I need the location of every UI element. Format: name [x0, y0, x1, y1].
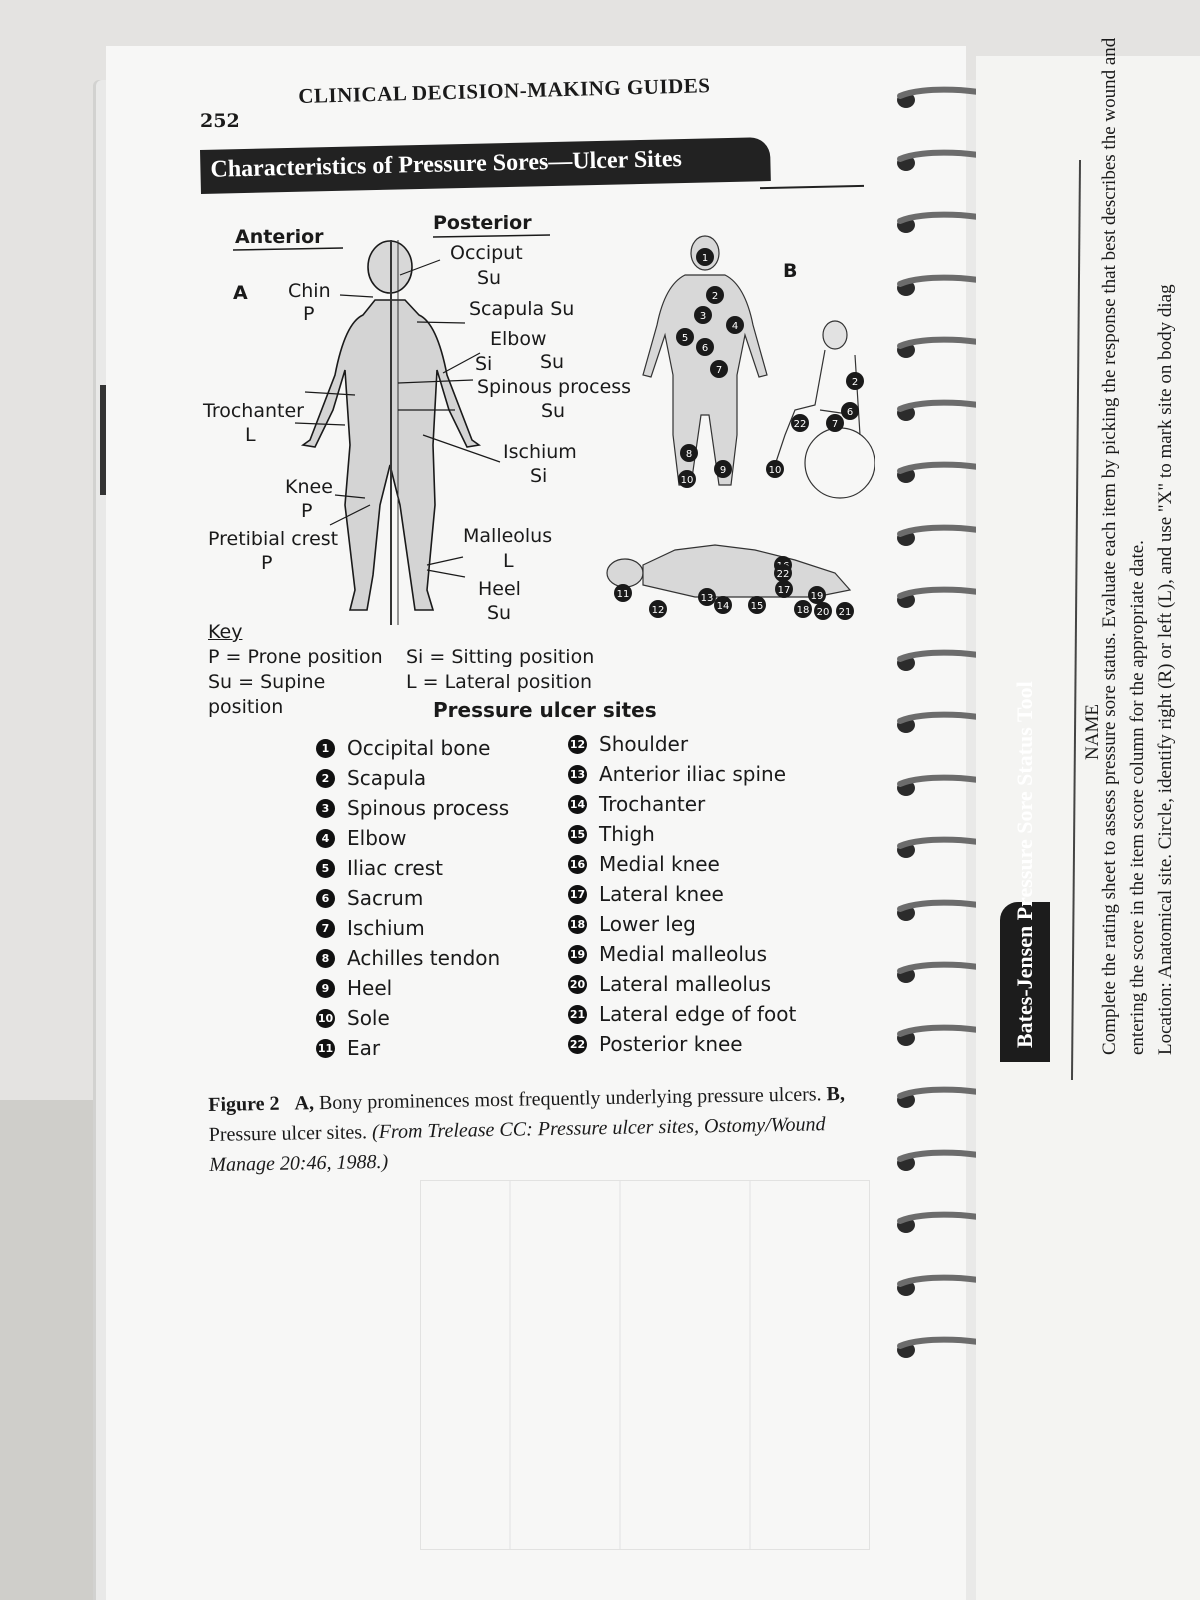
- right-page-banner: [1000, 902, 1050, 1062]
- site-item: [316, 763, 509, 793]
- site-marker: [696, 248, 714, 266]
- site-number-badge: 13: [568, 765, 587, 784]
- site-marker: [766, 460, 784, 478]
- site-name: Shoulder: [599, 732, 689, 756]
- label-occiput: Occiput: [450, 242, 523, 264]
- site-marker-number: 7: [831, 419, 839, 430]
- site-name: Sacrum: [347, 886, 424, 910]
- caption-source: (From Trelease CC: Pressure ulcer sites, Ostomy/Wound Manage 20:46, 1988.): [209, 1113, 826, 1176]
- label-pretibial: Pretibial crest: [208, 528, 339, 550]
- site-marker-number: 10: [680, 475, 694, 486]
- site-item: [316, 853, 509, 883]
- site-number-badge: 10: [316, 1009, 335, 1028]
- label-heel: Heel: [478, 578, 521, 600]
- site-marker: [696, 338, 714, 356]
- instruction-line: entering the score in the item score column for the appropriate date.: [1127, 540, 1148, 1055]
- site-marker-number: 19: [810, 591, 824, 602]
- site-name: Lateral knee: [599, 882, 724, 906]
- panel-a-label: A: [233, 282, 248, 304]
- site-name: Medial knee: [599, 852, 720, 876]
- caption-b: B,: [826, 1082, 846, 1106]
- right-page-instructions: [1096, 38, 1180, 1055]
- site-marker-number: 3: [699, 311, 707, 322]
- site-marker: [680, 444, 698, 462]
- site-marker: [676, 328, 694, 346]
- page-number: 252: [200, 110, 240, 132]
- caption-a-text: Bony prominences most frequently underlying pressure ulcers.: [313, 1083, 827, 1115]
- site-marker: [678, 470, 696, 488]
- site-number-badge: 7: [316, 919, 335, 938]
- site-name: Achilles tendon: [347, 946, 501, 970]
- site-name: Heel: [347, 976, 393, 1000]
- key-prone: P = Prone position: [208, 646, 383, 668]
- site-marker-number: 13: [700, 593, 714, 604]
- site-marker: [706, 286, 724, 304]
- site-number-badge: 18: [568, 915, 587, 934]
- site-marker-number: 20: [816, 607, 830, 618]
- site-item: [316, 973, 509, 1003]
- figure-caption: [208, 1078, 874, 1180]
- running-head: CLINICAL DECISION-MAKING GUIDES: [298, 73, 711, 108]
- key-row: [208, 645, 594, 670]
- site-marker-number: 1: [701, 253, 709, 264]
- instruction-line: Location: Anatomical site. Circle, identify right (R) or left (L), and use "X" to mark site on body diag: [1155, 284, 1176, 1055]
- label-ischium: Ischium: [503, 441, 577, 463]
- site-number-badge: 17: [568, 885, 587, 904]
- site-marker-number: 8: [685, 449, 693, 460]
- label-trochanter: Trochanter: [203, 400, 304, 422]
- site-marker-number: 18: [796, 605, 810, 616]
- sites-list-left: [316, 733, 509, 1063]
- site-item: [568, 759, 796, 789]
- caption-label: Figure 2: [208, 1092, 280, 1116]
- label-chin-code: P: [303, 303, 315, 325]
- label-elbow: Elbow: [490, 328, 547, 350]
- caption-a: A,: [294, 1092, 315, 1115]
- site-number-badge: 14: [568, 795, 587, 814]
- key-title: Key: [208, 621, 243, 643]
- site-name: Anterior iliac spine: [599, 762, 787, 786]
- site-marker-number: 4: [731, 321, 739, 332]
- posterior-underline: [433, 235, 550, 237]
- label-pretibial-code: P: [261, 552, 273, 574]
- label-scapula: Scapula Su: [469, 298, 575, 320]
- site-item: [316, 1003, 509, 1033]
- site-number-badge: 4: [316, 829, 335, 848]
- site-marker-number: 14: [716, 601, 730, 612]
- site-number-badge: 15: [568, 825, 587, 844]
- site-marker-number: 2: [851, 377, 859, 388]
- site-name: Lateral malleolus: [599, 972, 771, 996]
- site-marker: [714, 460, 732, 478]
- site-marker-number: 21: [838, 607, 852, 618]
- site-name: Thigh: [599, 822, 655, 846]
- right-page-banner-title: [1000, 902, 1050, 1062]
- site-number-badge: 20: [568, 975, 587, 994]
- sites-title: Pressure ulcer sites: [433, 698, 657, 722]
- label-elbow-si: Si: [475, 353, 493, 375]
- site-name: Ear: [347, 1036, 381, 1060]
- site-name: Spinous process: [347, 796, 510, 820]
- label-occiput-code: Su: [477, 267, 502, 289]
- site-marker: [774, 564, 792, 582]
- site-marker-number: 12: [651, 605, 665, 616]
- key-supine: Su = Supine position: [208, 671, 326, 718]
- label-chin: Chin: [288, 280, 331, 302]
- site-number-badge: 11: [316, 1039, 335, 1058]
- site-marker-number: 10: [768, 465, 782, 476]
- label-spinous: Spinous process: [477, 376, 632, 398]
- site-marker: [775, 580, 793, 598]
- site-number-badge: 22: [568, 1035, 587, 1054]
- site-number-badge: 12: [568, 735, 587, 754]
- site-marker: [714, 596, 732, 614]
- site-marker-number: 17: [777, 585, 791, 596]
- site-item: [568, 1029, 796, 1059]
- site-item: [316, 793, 509, 823]
- site-marker: [846, 372, 864, 390]
- site-name: Elbow: [347, 826, 407, 850]
- anterior-underline: [233, 248, 343, 250]
- site-name: Trochanter: [599, 792, 706, 816]
- site-number-badge: 8: [316, 949, 335, 968]
- label-malleolus-code: L: [503, 550, 514, 572]
- seated-figure: [775, 321, 875, 498]
- site-item: [568, 729, 796, 759]
- label-knee: Knee: [285, 476, 333, 498]
- site-marker-number: 9: [719, 465, 727, 476]
- show-through-table: [420, 1180, 870, 1550]
- site-marker: [649, 600, 667, 618]
- site-number-badge: 3: [316, 799, 335, 818]
- site-marker: [694, 306, 712, 324]
- site-item: [568, 969, 796, 999]
- panel-b-label: B: [783, 260, 798, 282]
- site-number-badge: 6: [316, 889, 335, 908]
- label-spinous-code: Su: [541, 400, 566, 422]
- name-field-label: NAME: [1082, 704, 1103, 760]
- site-marker: [826, 414, 844, 432]
- site-marker-number: 2: [711, 291, 719, 302]
- site-marker-number: 22: [793, 419, 807, 430]
- site-item: [568, 789, 796, 819]
- posterior-heading: Posterior: [433, 212, 532, 234]
- site-name: Posterior knee: [599, 1032, 743, 1056]
- site-marker: [841, 402, 859, 420]
- site-number-badge: 16: [568, 855, 587, 874]
- site-marker: [698, 588, 716, 606]
- site-item: [316, 823, 509, 853]
- site-item: [568, 909, 796, 939]
- site-item: [568, 879, 796, 909]
- key-lateral: L = Lateral position: [406, 671, 592, 693]
- key-sitting: Si = Sitting position: [406, 646, 595, 668]
- site-marker-number: 5: [681, 333, 689, 344]
- site-marker-number: 11: [616, 589, 630, 600]
- instruction-line: Complete the rating sheet to assess pressure sore status. Evaluate each item by picking the response that best describes the wound and: [1099, 37, 1120, 1055]
- site-number-badge: 21: [568, 1005, 587, 1024]
- site-marker: [814, 602, 832, 620]
- site-name: Lower leg: [599, 912, 696, 936]
- site-marker-number: 6: [846, 407, 854, 418]
- section-title: Characteristics of Pressure Sores—Ulcer Sites: [210, 146, 683, 183]
- site-name: Medial malleolus: [599, 942, 768, 966]
- site-number-badge: 9: [316, 979, 335, 998]
- site-marker: [726, 316, 744, 334]
- label-elbow-su: Su: [540, 351, 565, 373]
- site-marker: [614, 584, 632, 602]
- site-item: [316, 943, 509, 973]
- site-marker-number: 6: [701, 343, 709, 354]
- site-name: Lateral edge of foot: [599, 1002, 797, 1026]
- site-number-badge: 5: [316, 859, 335, 878]
- site-item: [568, 819, 796, 849]
- site-item: [568, 999, 796, 1029]
- site-name: Iliac crest: [347, 856, 443, 880]
- site-marker: [748, 596, 766, 614]
- site-item: [316, 1033, 509, 1063]
- site-item: [316, 733, 509, 763]
- label-malleolus: Malleolus: [463, 525, 553, 547]
- site-name: Occipital bone: [347, 736, 491, 760]
- label-ischium-code: Si: [530, 465, 548, 487]
- label-heel-code: Su: [487, 602, 512, 624]
- site-item: [568, 939, 796, 969]
- site-number-badge: 19: [568, 945, 587, 964]
- caption-b-text: Pressure ulcer sites.: [208, 1121, 373, 1146]
- site-marker-number: 22: [776, 569, 790, 580]
- site-item: [316, 883, 509, 913]
- site-number-badge: 1: [316, 739, 335, 758]
- label-trochanter-code: L: [245, 424, 256, 446]
- site-name: Sole: [347, 1006, 390, 1030]
- site-name: Scapula: [347, 766, 427, 790]
- site-marker-number: 7: [715, 365, 723, 376]
- site-item: [316, 913, 509, 943]
- site-marker: [808, 586, 826, 604]
- site-marker: [836, 602, 854, 620]
- sites-list-right: [568, 729, 796, 1059]
- site-number-badge: 2: [316, 769, 335, 788]
- site-marker: [710, 360, 728, 378]
- anterior-heading: Anterior: [235, 226, 324, 248]
- site-name: Ischium: [347, 916, 425, 940]
- standing-back-figure: [643, 236, 767, 485]
- site-marker-number: 15: [750, 601, 764, 612]
- site-item: [568, 849, 796, 879]
- site-marker: [794, 600, 812, 618]
- label-knee-code: P: [301, 500, 313, 522]
- site-marker: [791, 414, 809, 432]
